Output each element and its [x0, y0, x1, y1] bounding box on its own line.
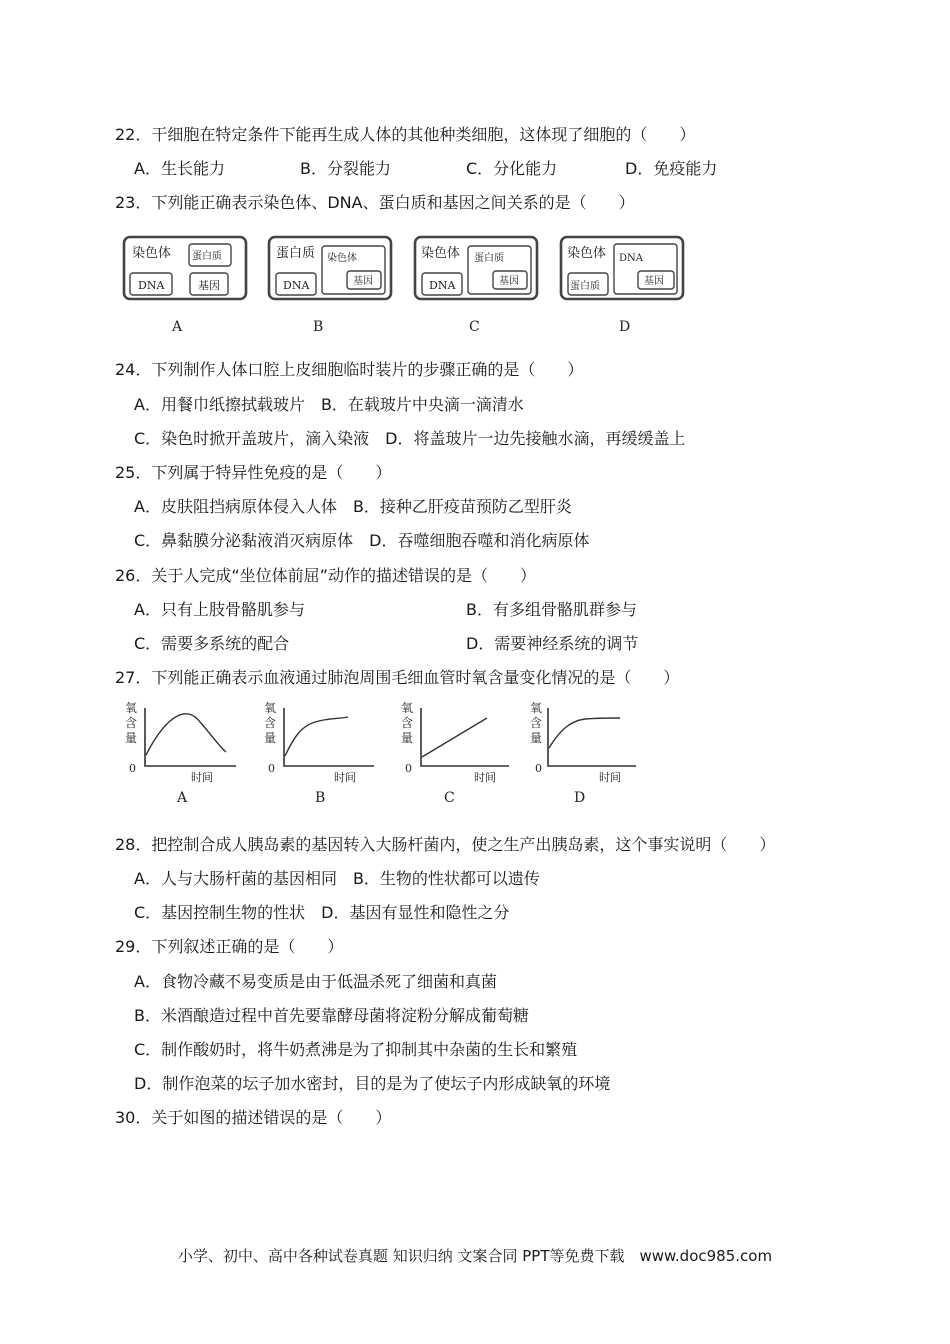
graph-27-a-ylabel-2: 含 [125, 716, 138, 730]
graph-27-d-xlabel: 时间 [599, 771, 621, 784]
figure-23-b-box-b: DNA [283, 279, 310, 292]
figure-23-option-b [269, 237, 391, 335]
figure-23-b-caption: B [313, 319, 324, 335]
graph-27-a-origin: 0 [129, 762, 136, 775]
graph-27-c-ylabel-1: 氧 [401, 701, 414, 715]
figure-23-d-box-b: 蛋白质 [570, 281, 600, 292]
question-29-stem: 29．下列叙述正确的是（ ） [115, 937, 344, 956]
figure-27-graphs [125, 701, 636, 806]
question-25-options-row-2: C．鼻黏膜分泌黏液消灭病原体 D．吞噬细胞吞噬和消化病原体 [134, 531, 590, 550]
figure-23-a-caption: A [172, 319, 183, 335]
figure-23-c-box-b: DNA [429, 279, 456, 292]
figure-23-c-caption: C [469, 319, 480, 335]
graph-27-d [530, 701, 636, 806]
question-25-options-row-1: A．皮肤阻挡病原体侵入人体 B．接种乙肝疫苗预防乙型肝炎 [134, 497, 572, 516]
question-29-option-b: B．米酒酿造过程中首先要靠酵母菌将淀粉分解成葡萄糖 [134, 1006, 529, 1025]
question-26-option-d: D．需要神经系统的调节 [466, 634, 639, 653]
graph-27-b-ylabel-1: 氧 [264, 701, 277, 715]
figure-23-c-box-a: 蛋白质 [474, 253, 504, 264]
graph-27-d-ylabel-2: 含 [530, 716, 543, 730]
question-28-options-row-1: A．人与大肠杆菌的基因相同 B．生物的性状都可以遗传 [134, 869, 540, 888]
graph-27-d-origin: 0 [535, 762, 542, 775]
question-22-option-b: B．分裂能力 [300, 159, 391, 178]
question-22-option-a: A．生长能力 [134, 159, 225, 178]
graph-27-b-ylabel-2: 含 [264, 716, 277, 730]
graph-27-a-caption: A [177, 790, 188, 806]
figure-23-b-outer-label: 蛋白质 [276, 246, 316, 261]
question-26-option-b: B．有多组骨骼肌群参与 [466, 600, 637, 619]
figure-23-a-outer-label: 染色体 [132, 246, 172, 261]
graph-27-a-xlabel: 时间 [191, 771, 213, 784]
figure-23-d-box-a: DNA [619, 253, 643, 264]
question-24-options-row-2: C．染色时掀开盖玻片，滴入染液 D．将盖玻片一边先接触水滴，再缓缓盖上 [134, 429, 686, 448]
figure-23-b-box-c: 基因 [353, 276, 373, 287]
graph-27-b-caption: B [315, 790, 326, 806]
graph-27-d-caption: D [574, 790, 586, 806]
question-24-options-row-1: A．用餐巾纸擦拭载玻片 B．在载玻片中央滴一滴清水 [134, 395, 524, 414]
question-30-stem: 30．关于如图的描述错误的是（ ） [115, 1108, 392, 1127]
question-28-options-row-2: C．基因控制生物的性状 D．基因有显性和隐性之分 [134, 903, 510, 922]
figure-23-option-c [415, 237, 537, 335]
graph-27-b-xlabel: 时间 [334, 771, 356, 784]
question-25-stem: 25．下列属于特异性免疫的是（ ） [115, 463, 392, 482]
question-26-option-a: A．只有上肢骨骼肌参与 [134, 600, 305, 619]
graph-27-a-ylabel-3: 量 [125, 731, 138, 745]
graph-27-d-ylabel-3: 量 [530, 731, 543, 745]
graph-27-a-ylabel-1: 氧 [125, 701, 138, 715]
question-23-stem: 23．下列能正确表示染色体、DNA、蛋白质和基因之间关系的是（ ） [115, 193, 635, 212]
question-29-option-d: D．制作泡菜的坛子加水密封，目的是为了使坛子内形成缺氧的环境 [134, 1074, 611, 1093]
question-22-option-c: C．分化能力 [466, 159, 558, 178]
question-22-option-d: D．免疫能力 [625, 159, 718, 178]
question-26-stem: 26．关于人完成“坐位体前屈”动作的描述错误的是（ ） [115, 566, 536, 585]
graph-27-c-caption: C [444, 790, 455, 806]
figure-23-option-d [561, 237, 683, 335]
graph-27-c-ylabel-2: 含 [401, 716, 414, 730]
graph-27-b [264, 701, 374, 806]
figure-23-c-box-c: 基因 [499, 276, 519, 287]
figure-23-c-outer-label: 染色体 [421, 246, 461, 261]
question-22-stem: 22．干细胞在特定条件下能再生成人体的其他种类细胞，这体现了细胞的（ ） [115, 125, 696, 144]
figure-23-b-box-a: 染色体 [327, 253, 357, 264]
graph-27-c-ylabel-3: 量 [401, 731, 414, 745]
graph-27-c [401, 701, 509, 806]
figure-23-d-box-c: 基因 [644, 276, 664, 287]
question-27-stem: 27．下列能正确表示血液通过肺泡周围毛细血管时氧含量变化情况的是（ ） [115, 668, 680, 687]
question-28-stem: 28．把控制合成人胰岛素的基因转入大肠杆菌内，使之生产出胰岛素，这个事实说明（ ） [115, 835, 776, 854]
graph-27-d-ylabel-1: 氧 [530, 701, 543, 715]
graph-27-a [125, 701, 236, 806]
figure-23-a-box-c: 基因 [198, 279, 220, 292]
question-24-stem: 24．下列制作人体口腔上皮细胞临时装片的步骤正确的是（ ） [115, 360, 584, 379]
graph-27-b-origin: 0 [268, 762, 275, 775]
question-29-option-c: C．制作酸奶时，将牛奶煮沸是为了抑制其中杂菌的生长和繁殖 [134, 1040, 578, 1059]
graph-27-b-ylabel-3: 量 [264, 731, 277, 745]
figure-23-d-outer-label: 染色体 [567, 246, 607, 261]
figure-23-option-a [124, 237, 246, 335]
graph-27-c-xlabel: 时间 [474, 771, 496, 784]
figure-23-d-caption: D [619, 319, 631, 335]
figure-23-a-box-b: DNA [138, 279, 165, 292]
question-26-option-c: C．需要多系统的配合 [134, 634, 290, 653]
graph-27-c-origin: 0 [405, 762, 412, 775]
question-29-option-a: A．食物冷藏不易变质是由于低温杀死了细菌和真菌 [134, 972, 497, 991]
figure-23-a-box-a: 蛋白质 [192, 251, 222, 262]
footer-download-note: 小学、初中、高中各种试卷真题 知识归纳 文案合同 PPT等免费下载 www.doc985.com [177, 1247, 773, 1265]
